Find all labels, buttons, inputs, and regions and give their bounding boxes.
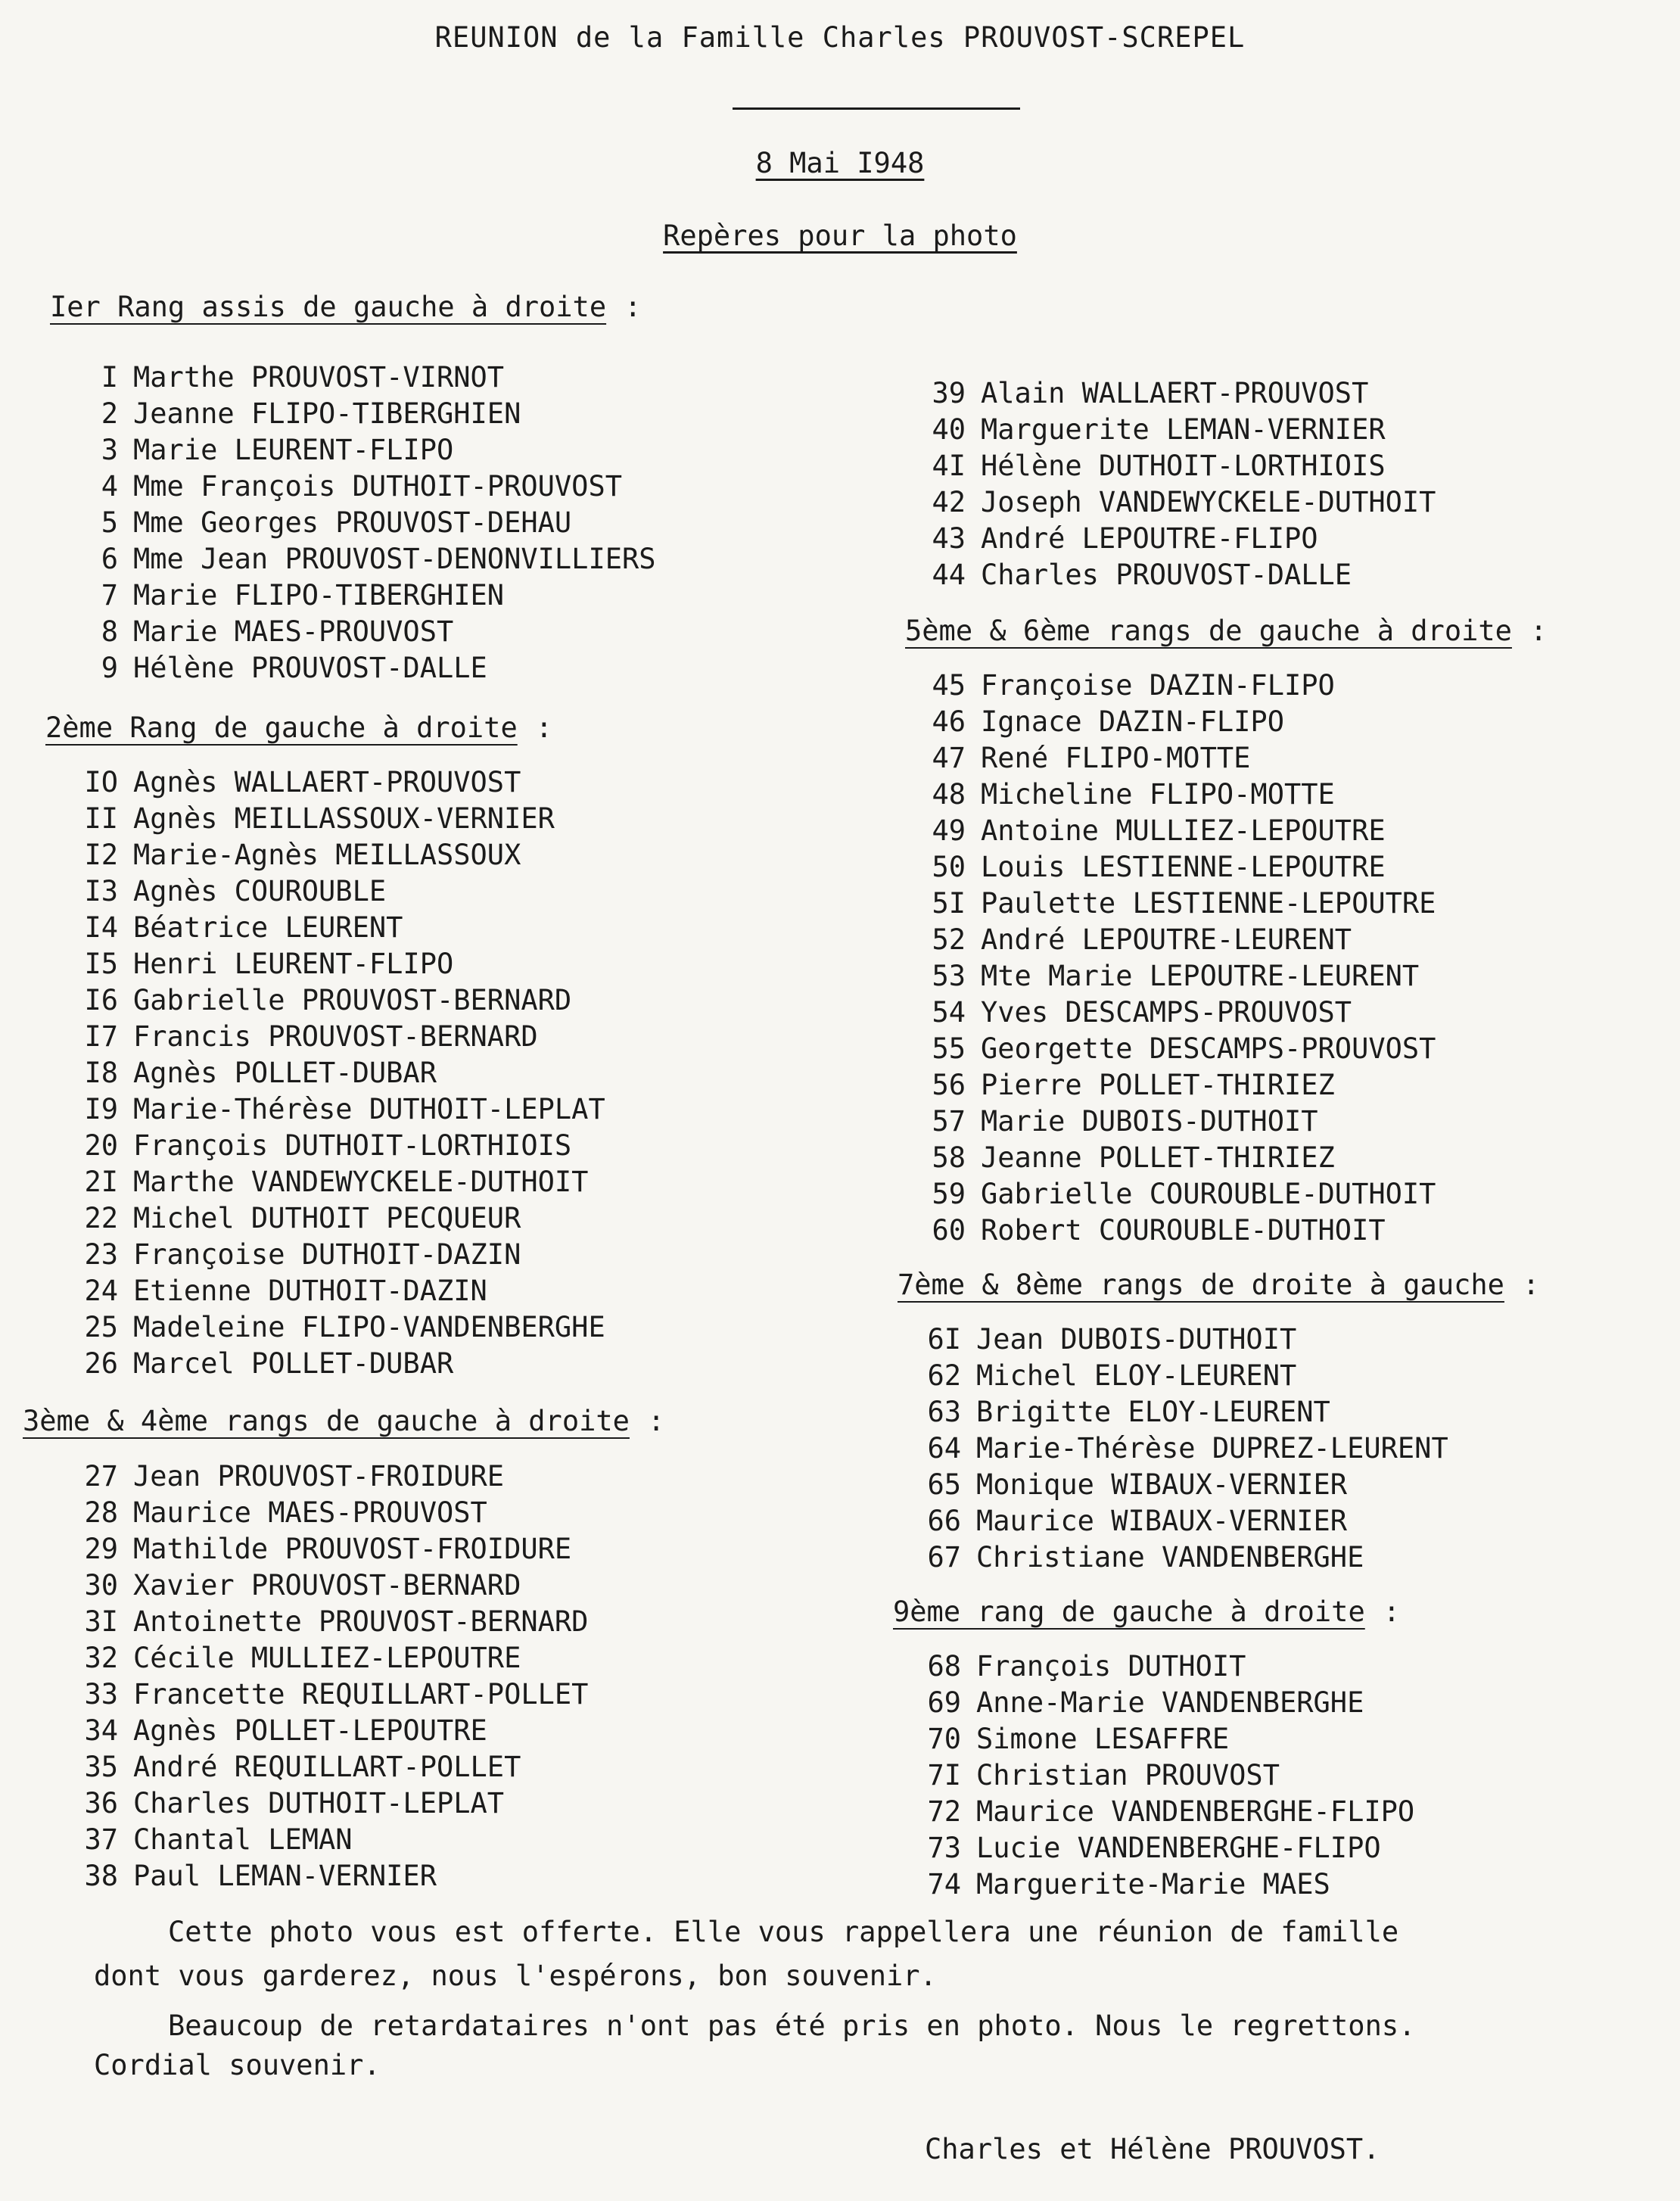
entry-number: I2: [84, 839, 118, 871]
list-item: [50, 1346, 605, 1382]
entry-number: 66: [927, 1505, 961, 1537]
entry-number: 34: [84, 1714, 118, 1747]
entry-number: I8: [84, 1057, 118, 1089]
entry-name: Mte Marie LEPOUTRE-LEURENT: [981, 960, 1420, 992]
entry-number: 72: [927, 1795, 961, 1828]
list-item: [50, 1164, 605, 1200]
entry-name: Agnès WALLAERT-PROUVOST: [133, 766, 521, 799]
closing-paragraph-line: Beaucoup de retardataires n'ont pas été pris en photo. Nous le regrettons.: [168, 2010, 1416, 2042]
heading-colon: :: [1529, 615, 1548, 647]
section-heading-row-9: [893, 1595, 1400, 1628]
list-item: [893, 1467, 1448, 1503]
entry-name: Agnès POLLET-LEPOUTRE: [133, 1714, 487, 1747]
entry-name: Marie-Thérèse DUPREZ-LEURENT: [976, 1432, 1448, 1465]
entry-name: Béatrice LEURENT: [133, 911, 403, 944]
entry-name: Cécile MULLIEZ-LEPOUTRE: [133, 1642, 521, 1674]
name-list-row-5-6: [898, 668, 1436, 1249]
entry-number: 4: [101, 470, 118, 503]
entry-name: Jean DUBOIS-DUTHOIT: [976, 1323, 1297, 1356]
entry-number: 3: [101, 434, 118, 466]
entry-name: Mme François DUTHOIT-PROUVOST: [133, 470, 623, 503]
entry-name: André LEPOUTRE-FLIPO: [981, 522, 1318, 555]
list-item: [898, 1031, 1436, 1067]
section-heading-row-2: [45, 711, 552, 744]
list-item: [898, 412, 1436, 448]
entry-name: Anne-Marie VANDENBERGHE: [976, 1686, 1364, 1719]
entry-number: 7I: [927, 1759, 961, 1792]
list-item: [50, 946, 605, 982]
list-item: [893, 1830, 1414, 1866]
list-item: [50, 396, 656, 432]
entry-number: 20: [84, 1129, 118, 1162]
entry-name: Etienne DUTHOIT-DAZIN: [133, 1275, 487, 1307]
name-list-row-9: [893, 1648, 1414, 1903]
list-item: [50, 541, 656, 577]
entry-number: II: [84, 802, 118, 835]
entry-number: 2: [101, 397, 118, 430]
entry-number: I4: [84, 911, 118, 944]
entry-name: Marthe PROUVOST-VIRNOT: [133, 361, 505, 394]
entry-name: Marthe VANDEWYCKELE-DUTHOIT: [133, 1166, 589, 1198]
list-item: [50, 801, 605, 837]
entry-name: Agnès MEILLASSOUX-VERNIER: [133, 802, 555, 835]
entry-name: Mme Georges PROUVOST-DEHAU: [133, 506, 572, 539]
entry-name: Marie LEURENT-FLIPO: [133, 434, 454, 466]
entry-number: 8: [101, 615, 118, 648]
list-item: [50, 1309, 605, 1346]
list-item: [50, 1604, 588, 1640]
list-item: [898, 1213, 1436, 1249]
entry-number: 33: [84, 1678, 118, 1711]
list-item: [893, 1866, 1414, 1903]
list-item: [50, 650, 656, 686]
entry-name: Marie-Thérèse DUTHOIT-LEPLAT: [133, 1093, 605, 1125]
entry-number: 27: [84, 1460, 118, 1493]
entry-number: 53: [932, 960, 966, 992]
list-item: [898, 1067, 1436, 1104]
list-item: [898, 922, 1436, 958]
list-item: [893, 1757, 1414, 1794]
list-item: [50, 764, 605, 801]
heading-colon: :: [624, 291, 642, 323]
entry-name: Micheline FLIPO-MOTTE: [981, 778, 1335, 811]
entry-number: 5: [101, 506, 118, 539]
name-list-row-2: [50, 764, 605, 1382]
entry-number: 37: [84, 1823, 118, 1856]
entry-number: 44: [932, 559, 966, 591]
entry-name: Brigitte ELOY-LEURENT: [976, 1396, 1330, 1428]
list-item: [893, 1539, 1448, 1576]
entry-name: Charles PROUVOST-DALLE: [981, 559, 1352, 591]
entry-name: Yves DESCAMPS-PROUVOST: [981, 996, 1352, 1029]
document-subtitle: Repères pour la photo: [663, 219, 1017, 252]
list-item: [50, 1567, 588, 1604]
entry-number: 55: [932, 1032, 966, 1065]
entry-name: Xavier PROUVOST-BERNARD: [133, 1569, 521, 1602]
signature: Charles et Hélène PROUVOST.: [925, 2133, 1380, 2165]
entry-number: 38: [84, 1860, 118, 1892]
list-item: [50, 837, 605, 873]
entry-number: 6I: [927, 1323, 961, 1356]
entry-number: 46: [932, 705, 966, 738]
list-item: [50, 1713, 588, 1749]
section-heading-row-7-8: [898, 1269, 1539, 1301]
list-item: [50, 1200, 605, 1237]
entry-name: François DUTHOIT: [976, 1650, 1246, 1683]
list-item: [898, 1176, 1436, 1213]
list-item: [50, 1640, 588, 1676]
entry-name: Michel ELOY-LEURENT: [976, 1359, 1297, 1392]
entry-number: I9: [84, 1093, 118, 1125]
entry-name: Monique WIBAUX-VERNIER: [976, 1468, 1348, 1501]
list-item: [898, 958, 1436, 995]
section-heading-text: 7ème & 8ème rangs de droite à gauche: [898, 1269, 1504, 1301]
entry-name: Maurice WIBAUX-VERNIER: [976, 1505, 1348, 1537]
list-item: [893, 1358, 1448, 1394]
entry-number: 59: [932, 1178, 966, 1210]
entry-number: 26: [84, 1347, 118, 1380]
entry-name: Marie-Agnès MEILLASSOUX: [133, 839, 521, 871]
list-item: [50, 432, 656, 469]
heading-colon: :: [647, 1405, 665, 1437]
entry-name: Françoise DUTHOIT-DAZIN: [133, 1238, 521, 1271]
list-item: [898, 1104, 1436, 1140]
entry-number: I: [101, 361, 118, 394]
entry-number: 42: [932, 486, 966, 518]
entry-name: Hélène PROUVOST-DALLE: [133, 652, 487, 684]
entry-name: Marie MAES-PROUVOST: [133, 615, 454, 648]
entry-name: Agnès COUROUBLE: [133, 875, 387, 907]
list-item: [50, 1237, 605, 1273]
entry-number: 64: [927, 1432, 961, 1465]
entry-name: Jean PROUVOST-FROIDURE: [133, 1460, 505, 1493]
entry-name: Francette REQUILLART-POLLET: [133, 1678, 589, 1711]
list-item: [50, 1055, 605, 1091]
list-item: [50, 1749, 588, 1785]
entry-name: Christian PROUVOST: [976, 1759, 1280, 1792]
entry-name: Françoise DAZIN-FLIPO: [981, 669, 1335, 702]
entry-number: 9: [101, 652, 118, 684]
list-item: [50, 577, 656, 614]
entry-number: 62: [927, 1359, 961, 1392]
entry-name: Joseph VANDEWYCKELE-DUTHOIT: [981, 486, 1436, 518]
entry-name: Mathilde PROUVOST-FROIDURE: [133, 1533, 572, 1565]
entry-number: 6: [101, 543, 118, 575]
list-item: [893, 1430, 1448, 1467]
list-item: [898, 1140, 1436, 1176]
entry-number: 70: [927, 1723, 961, 1755]
entry-number: 65: [927, 1468, 961, 1501]
entry-number: 63: [927, 1396, 961, 1428]
entry-number: 36: [84, 1787, 118, 1820]
document-title: REUNION de la Famille Charles PROUVOST-SCREPEL: [434, 21, 1246, 54]
entry-number: 7: [101, 579, 118, 612]
entry-number: 23: [84, 1238, 118, 1271]
entry-name: Mme Jean PROUVOST-DENONVILLIERS: [133, 543, 656, 575]
section-heading-row-3-4: [23, 1405, 664, 1437]
list-item: [50, 505, 656, 541]
heading-colon: :: [1383, 1595, 1401, 1628]
list-item: [50, 614, 656, 650]
entry-number: 39: [932, 377, 966, 409]
list-item: [50, 873, 605, 910]
entry-number: I7: [84, 1020, 118, 1053]
entry-name: Robert COUROUBLE-DUTHOIT: [981, 1214, 1386, 1247]
entry-number: 73: [927, 1832, 961, 1864]
list-item: [50, 360, 656, 396]
entry-number: 22: [84, 1202, 118, 1234]
entry-name: Madeleine FLIPO-VANDENBERGHE: [133, 1311, 605, 1343]
entry-name: Paulette LESTIENNE-LEPOUTRE: [981, 887, 1436, 920]
entry-number: 24: [84, 1275, 118, 1307]
title-divider: [733, 107, 1020, 110]
entry-number: 69: [927, 1686, 961, 1719]
entry-name: Antoinette PROUVOST-BERNARD: [133, 1605, 589, 1638]
entry-name: André REQUILLART-POLLET: [133, 1751, 521, 1783]
entry-number: 56: [932, 1069, 966, 1101]
entry-number: 4I: [932, 450, 966, 482]
list-item: [893, 1322, 1448, 1358]
list-item: [50, 1128, 605, 1164]
list-item: [898, 995, 1436, 1031]
name-list-row-3-4-continued: [898, 375, 1436, 593]
list-item: [50, 1676, 588, 1713]
entry-name: Hélène DUTHOIT-LORTHIOIS: [981, 450, 1386, 482]
entry-name: Gabrielle COUROUBLE-DUTHOIT: [981, 1178, 1436, 1210]
entry-name: François DUTHOIT-LORTHIOIS: [133, 1129, 572, 1162]
entry-number: 30: [84, 1569, 118, 1602]
list-item: [50, 910, 605, 946]
name-list-row-1: [50, 360, 656, 686]
list-item: [898, 740, 1436, 777]
entry-name: Marie DUBOIS-DUTHOIT: [981, 1105, 1318, 1138]
entry-number: IO: [84, 766, 118, 799]
list-item: [50, 1459, 588, 1495]
entry-number: 58: [932, 1141, 966, 1174]
heading-colon: :: [535, 711, 553, 744]
entry-name: Chantal LEMAN: [133, 1823, 353, 1856]
list-item: [50, 1822, 588, 1858]
name-list-row-7-8: [893, 1322, 1448, 1576]
section-heading-row-1: [50, 291, 641, 323]
list-item: [893, 1721, 1414, 1757]
entry-name: Marcel POLLET-DUBAR: [133, 1347, 454, 1380]
entry-number: 60: [932, 1214, 966, 1247]
list-item: [50, 1858, 588, 1894]
heading-colon: :: [1522, 1269, 1540, 1301]
name-list-row-3-4: [50, 1459, 588, 1894]
entry-number: 45: [932, 669, 966, 702]
list-item: [50, 1019, 605, 1055]
entry-name: Christiane VANDENBERGHE: [976, 1541, 1364, 1574]
entry-name: Agnès POLLET-DUBAR: [133, 1057, 437, 1089]
entry-number: 54: [932, 996, 966, 1029]
entry-number: 74: [927, 1868, 961, 1901]
list-item: [50, 1495, 588, 1531]
section-heading-text: 5ème & 6ème rangs de gauche à droite: [905, 615, 1512, 647]
entry-name: Maurice MAES-PROUVOST: [133, 1496, 487, 1529]
list-item: [893, 1503, 1448, 1539]
entry-name: Michel DUTHOIT PECQUEUR: [133, 1202, 521, 1234]
entry-number: 35: [84, 1751, 118, 1783]
entry-name: Gabrielle PROUVOST-BERNARD: [133, 984, 572, 1016]
list-item: [898, 849, 1436, 886]
entry-number: I3: [84, 875, 118, 907]
list-item: [898, 668, 1436, 704]
entry-name: Georgette DESCAMPS-PROUVOST: [981, 1032, 1436, 1065]
entry-number: 50: [932, 851, 966, 883]
list-item: [50, 1091, 605, 1128]
list-item: [50, 1531, 588, 1567]
closing-paragraph-line: Cordial souvenir.: [94, 2049, 381, 2081]
entry-name: Pierre POLLET-THIRIEZ: [981, 1069, 1335, 1101]
list-item: [898, 886, 1436, 922]
entry-number: 2I: [84, 1166, 118, 1198]
list-item: [50, 469, 656, 505]
section-heading-text: 9ème rang de gauche à droite: [893, 1595, 1365, 1628]
list-item: [898, 777, 1436, 813]
entry-number: 40: [932, 413, 966, 446]
entry-name: Francis PROUVOST-BERNARD: [133, 1020, 538, 1053]
entry-number: 43: [932, 522, 966, 555]
section-heading-text: Ier Rang assis de gauche à droite: [50, 291, 607, 323]
entry-name: Marguerite LEMAN-VERNIER: [981, 413, 1386, 446]
closing-paragraph-line: Cette photo vous est offerte. Elle vous rappellera une réunion de famille: [168, 1916, 1399, 1948]
section-heading-text: 2ème Rang de gauche à droite: [45, 711, 518, 744]
list-item: [898, 557, 1436, 593]
list-item: [50, 1273, 605, 1309]
entry-number: I5: [84, 948, 118, 980]
entry-number: 49: [932, 814, 966, 847]
entry-name: Marie FLIPO-TIBERGHIEN: [133, 579, 505, 612]
list-item: [898, 704, 1436, 740]
entry-name: Marguerite-Marie MAES: [976, 1868, 1330, 1901]
entry-number: 57: [932, 1105, 966, 1138]
list-item: [893, 1685, 1414, 1721]
entry-name: Ignace DAZIN-FLIPO: [981, 705, 1284, 738]
entry-name: Alain WALLAERT-PROUVOST: [981, 377, 1369, 409]
entry-number: 47: [932, 742, 966, 774]
entry-number: 25: [84, 1311, 118, 1343]
entry-name: Charles DUTHOIT-LEPLAT: [133, 1787, 505, 1820]
list-item: [50, 982, 605, 1019]
entry-name: Paul LEMAN-VERNIER: [133, 1860, 437, 1892]
entry-name: Louis LESTIENNE-LEPOUTRE: [981, 851, 1386, 883]
entry-name: Jeanne POLLET-THIRIEZ: [981, 1141, 1335, 1174]
section-heading-row-5-6: [905, 615, 1547, 647]
list-item: [893, 1394, 1448, 1430]
entry-number: 32: [84, 1642, 118, 1674]
entry-number: 28: [84, 1496, 118, 1529]
entry-name: Maurice VANDENBERGHE-FLIPO: [976, 1795, 1415, 1828]
entry-number: 29: [84, 1533, 118, 1565]
entry-name: André LEPOUTRE-LEURENT: [981, 923, 1352, 956]
entry-number: 68: [927, 1650, 961, 1683]
list-item: [898, 813, 1436, 849]
list-item: [898, 521, 1436, 557]
entry-number: 5I: [932, 887, 966, 920]
list-item: [893, 1794, 1414, 1830]
entry-name: Jeanne FLIPO-TIBERGHIEN: [133, 397, 521, 430]
section-heading-text: 3ème & 4ème rangs de gauche à droite: [23, 1405, 630, 1437]
list-item: [898, 484, 1436, 521]
closing-paragraph-line: dont vous garderez, nous l'espérons, bon souvenir.: [94, 1960, 937, 1992]
entry-number: 3I: [84, 1605, 118, 1638]
list-item: [898, 375, 1436, 412]
entry-name: Antoine MULLIEZ-LEPOUTRE: [981, 814, 1386, 847]
list-item: [898, 448, 1436, 484]
entry-number: I6: [84, 984, 118, 1016]
entry-number: 67: [927, 1541, 961, 1574]
document-date: 8 Mai I948: [755, 147, 925, 179]
entry-name: Simone LESAFFRE: [976, 1723, 1230, 1755]
entry-name: Henri LEURENT-FLIPO: [133, 948, 454, 980]
list-item: [50, 1785, 588, 1822]
entry-number: 52: [932, 923, 966, 956]
entry-name: Lucie VANDENBERGHE-FLIPO: [976, 1832, 1381, 1864]
entry-number: 48: [932, 778, 966, 811]
list-item: [893, 1648, 1414, 1685]
entry-name: René FLIPO-MOTTE: [981, 742, 1251, 774]
